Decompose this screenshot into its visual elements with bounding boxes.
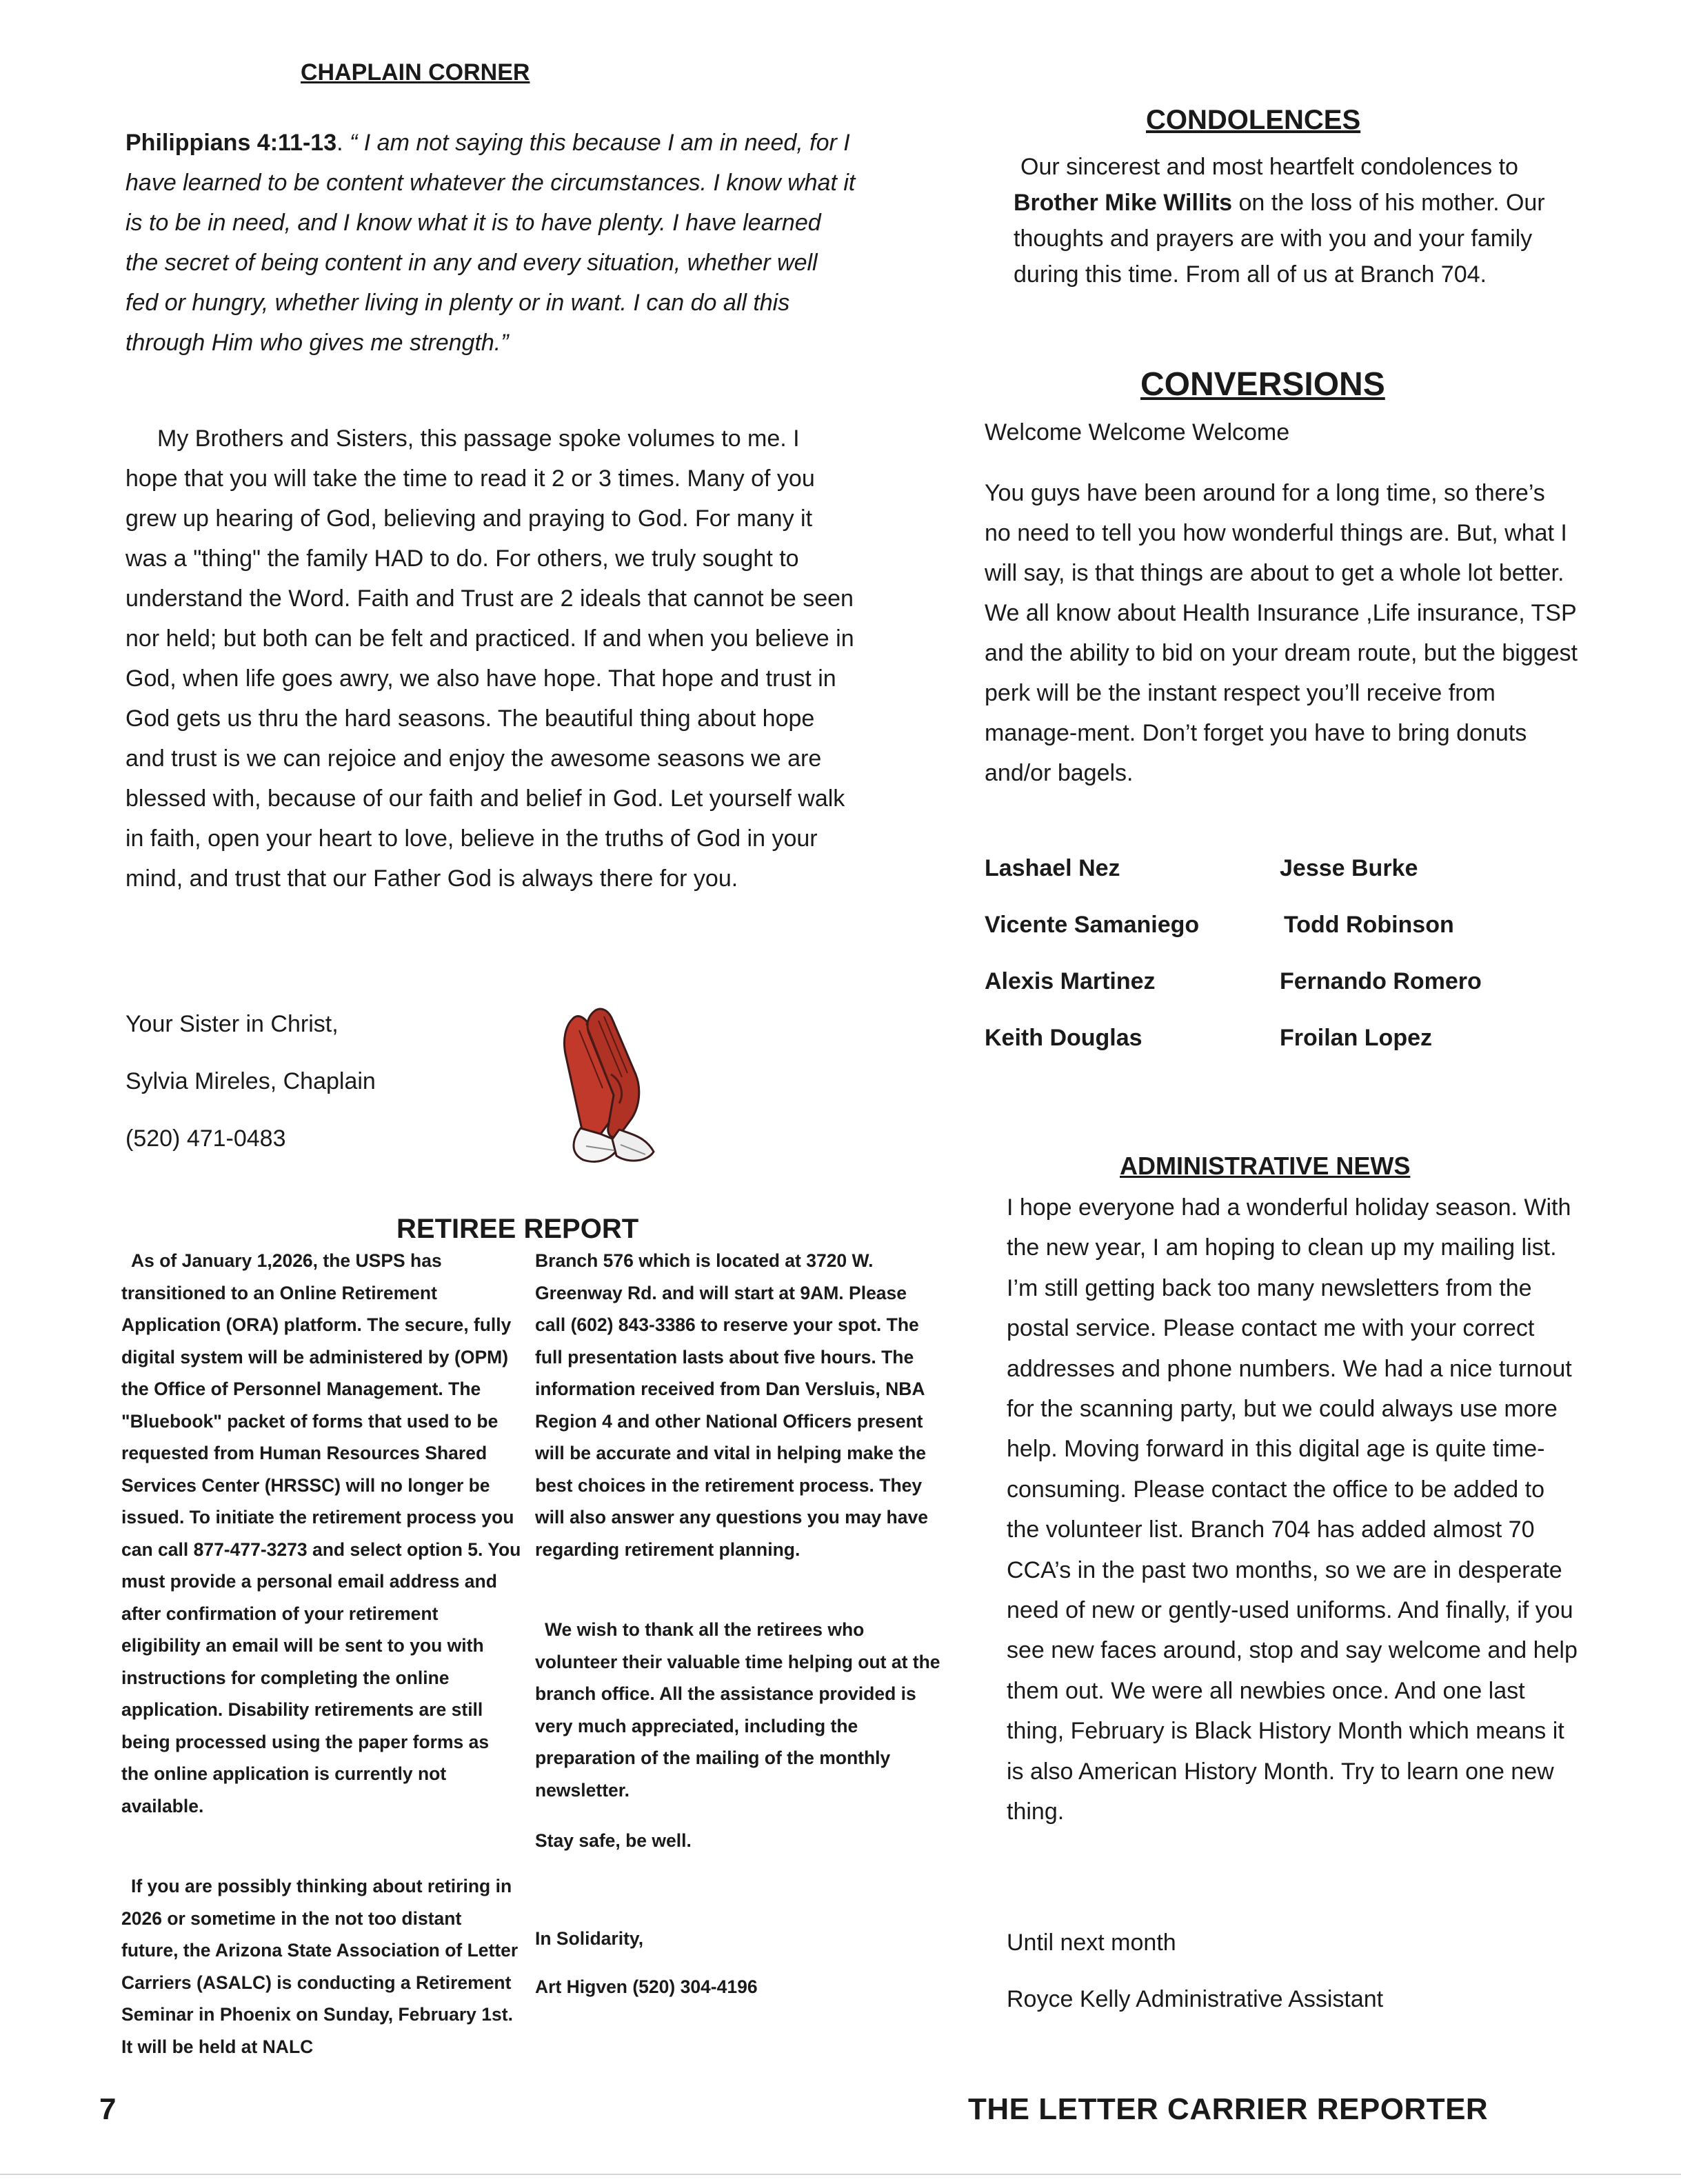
conversion-name: Lashael Nez: [985, 855, 1120, 881]
conversion-name: Keith Douglas: [985, 1025, 1143, 1051]
retiree-report-title: RETIREE REPORT: [396, 1214, 639, 1244]
administrative-signature: Royce Kelly Administrative Assistant: [1007, 1986, 1384, 2012]
chaplain-message: My Brothers and Sisters, this passage spoke volumes to me. I hope that you will take the time to read it 2 or 3 times. Many of you grew up hearing of God, believing and praying to God. For many it was a "thing" the family HAD to do. For others, we truly sought to understand the Word. Faith and Trust are 2 ideals that cannot be seen nor held; but both can be felt and practiced. If and when you believe in God, when life goes awry, we also have hope. That hope and trust in God gets us thru the hard seasons. The beautiful thing about hope and trust is we can rejoice and enjoy the awesome seasons we are blessed with, because of our faith and belief in God. Let yourself walk in faith, open your heart to love, believe in the truths of God in your mind, and trust that our Father God is always there for you.: [125, 425, 854, 892]
retiree-closing: In Solidarity,: [535, 1928, 644, 1949]
retiree-farewell: Stay safe, be well.: [535, 1830, 692, 1851]
bottom-divider: [0, 2174, 1681, 2175]
retiree-paragraph: As of January 1,2026, the USPS has transitioned to an Online Retirement Application (ORA) platform. The secure, fully digital system will be administered by (OPM) the Office of Personnel Management. The "Bluebook" packet of forms that used to be requested from Human Resources Shared Services Center (HRSSC) will no longer be issued. To initiate the retirement process you can call 877-477-3273 and select option 5. You must provide a personal email address and after confirmation of your retirement eligibility an email will be sent to you with instructions for completing the online application. Disability retirements are still being processed using the paper forms as the online application is currently not available.: [121, 1250, 521, 1816]
publication-title: THE LETTER CARRIER REPORTER: [968, 2092, 1489, 2126]
conversion-name: Alexis Martinez: [985, 968, 1156, 994]
verse-reference: Philippians 4:11-13: [125, 130, 337, 156]
condolences-message: [1014, 149, 1565, 292]
retiree-signature: Art Higven (520) 304-4196: [535, 1976, 758, 1997]
chaplain-closing: Your Sister in Christ,: [125, 1011, 339, 1037]
conversion-name: Jesse Burke: [1280, 855, 1418, 881]
administrative-news-title: ADMINISTRATIVE NEWS: [1120, 1152, 1411, 1180]
retiree-paragraph: Branch 576 which is located at 3720 W. Greenway Rd. and will start at 9AM. Please call (602) 843-3386 to reserve your spot. The full presentation lasts about five hours. The information received from Dan Versluis, NBA Region 4 and other National Officers present will be accurate and vital in helping make the best choices in the retirement process. They will also answer any questions you may have regarding retirement planning.: [535, 1250, 928, 1560]
conversions-title: CONVERSIONS: [1140, 366, 1385, 403]
retiree-paragraph: If you are possibly thinking about retiring in 2026 or sometime in the not too distant future, the Arizona State Association of Letter Carriers (ASALC) is conducting a Retirement Seminar in Phoenix on Sunday, February 1st. It will be held at NALC: [121, 1876, 519, 2057]
administrative-closing: Until next month: [1007, 1930, 1176, 1956]
conversion-name: Vicente Samaniego: [985, 912, 1200, 938]
conversion-name: Froilan Lopez: [1280, 1025, 1432, 1051]
condolences-name: Brother Mike Willits: [1014, 190, 1233, 216]
retiree-paragraph: We wish to thank all the retirees who volunteer their valuable time helping out at the branch office. All the assistance provided is very much appreciated, including the preparation of the mailing of the monthly newsletter.: [535, 1619, 940, 1801]
verse-quote: “ I am not saying this because I am in need, for I have learned to be content whatever the circumstances. I know what it is to be in need, and I know what it is to have plenty. I have learned the secret of being content in any and every situation, whether well fed or hungry, whether living in plenty or in want. I can do all this through Him who gives me strength.”: [125, 130, 856, 356]
condolences-title: CONDOLENCES: [1146, 105, 1361, 135]
condolences-lead: Our sincerest and most heartfelt condolences to: [1020, 154, 1518, 180]
chaplain-corner-title: CHAPLAIN CORNER: [301, 59, 530, 86]
conversion-name: Fernando Romero: [1280, 968, 1482, 994]
conversion-name: Todd Robinson: [1284, 912, 1454, 938]
chaplain-signature: Sylvia Mireles, Chaplain: [125, 1068, 376, 1094]
scripture-verse: Philippians 4:11-13. “ I am not saying this because I am in need, for I have learned to be content whatever the circumstances. I know what it is to be in need, and I know what it is to have plenty. I have learned the secret of being content in any and every situation, whether well fed or hungry, whether living in plenty or in want. I can do all this through Him who gives me strength.”: [125, 130, 856, 356]
condolences-rest: on the loss of his mother. Our thoughts and prayers are with you and your family during this time. From all of us at Branch 704.: [1014, 190, 1545, 288]
administrative-news-message: I hope everyone had a wonderful holiday season. With the new year, I am hoping to clean up my mailing list. I’m still getting back too many newsletters from the postal service. Please contact me with your correct addresses and phone numbers. We had a nice turnout for the scanning party, but we could always use more help. Moving forward in this digital age is quite time-consuming. Please contact the office to be added to the volunteer list. Branch 704 has added almost 70 CCA’s in the past two months, so we are in desperate need of new or gently-used uniforms. And finally, if you see new faces around, stop and say welcome and help them out. We were all newbies once. And one last thing, February is Black History Month which means it is also American History Month. Try to learn one new thing.: [1007, 1194, 1578, 1825]
conversions-message: You guys have been around for a long time, so there’s no need to tell you how wonderful things are. But, what I will say, is that things are about to get a whole lot better. We all know about Health Insurance ,Life insurance, TSP and the ability to bid on your dream route, but the biggest perk will be the instant respect you’ll receive from manage-ment. Don’t forget you have to bring donuts and/or bagels.: [985, 480, 1578, 786]
page-number: 7: [99, 2092, 117, 2126]
conversions-intro: Welcome Welcome Welcome: [985, 419, 1290, 445]
chaplain-phone: (520) 471-0483: [125, 1125, 286, 1152]
praying-hands-icon: [545, 992, 717, 1171]
